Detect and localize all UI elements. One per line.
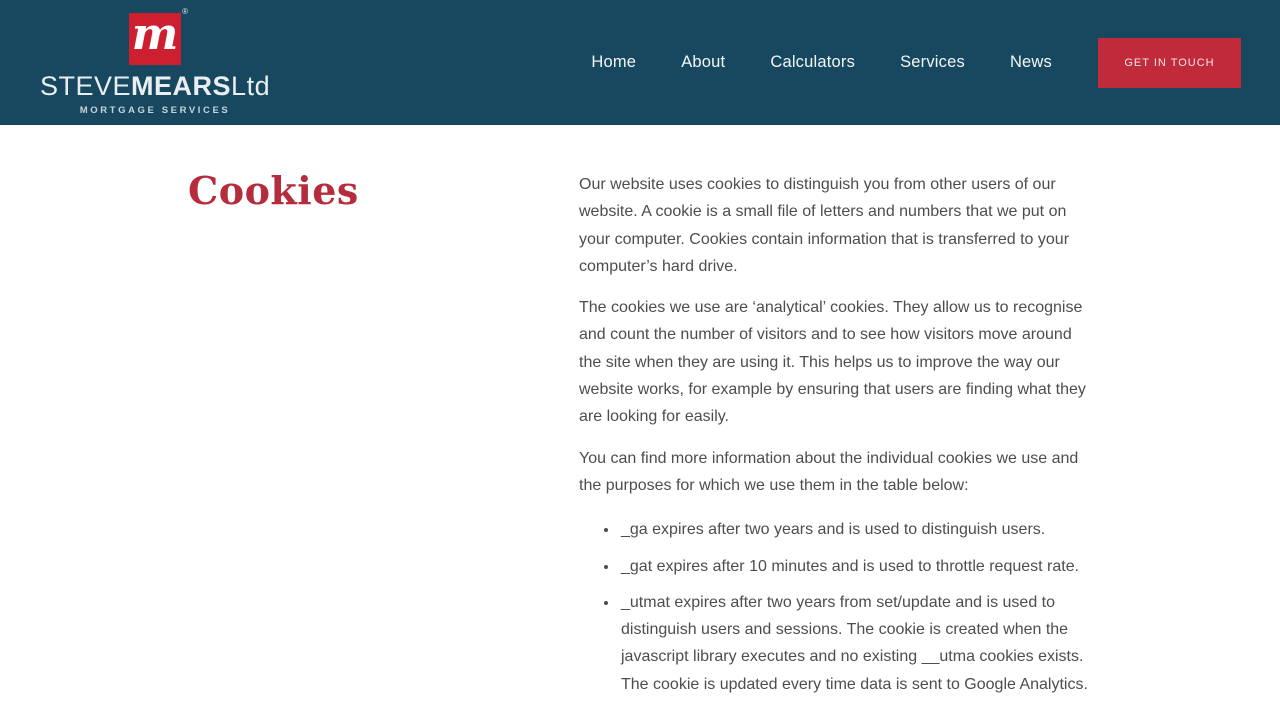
logo-wordmark-ltd: Ltd: [231, 70, 271, 101]
logo-mark-wrap: [129, 6, 189, 65]
header-right: [591, 38, 1241, 88]
nav-link-news[interactable]: News: [1009, 53, 1052, 71]
list-item-gat: • _gat expires after 10 minutes and is used to throttle request rate.: [619, 553, 1094, 580]
paragraph-analytical-cookies: The cookies we use are ‘analytical’ cookies. They allow us to recognise and count the number of visitors and to see how visitors move around the site when they are using it. This helps us to improve the way our website works, for example by ensuring that users are finding what they are looking for easily.: [579, 299, 1086, 426]
site-logo[interactable]: [40, 6, 271, 116]
site-header: [0, 0, 1280, 125]
page-main: [0, 125, 1280, 698]
paragraph-more-information: You can find more information about the individual cookies we use and the purposes for which we use them in the table below:: [579, 449, 1079, 494]
cookie-list: [579, 516, 1094, 698]
logo-m-letter: m: [131, 8, 179, 60]
list-item-utmat: • _utmat expires after two years from set/update and is used to distinguish users and sessions. The cookie is created when the javascript library executes and no existing __utma cookies exists. The cookie is updated every time data is sent to Google Analytics.: [619, 589, 1094, 698]
main-nav: [591, 53, 1052, 72]
registered-trademark-icon: ®: [182, 6, 189, 16]
content-column: [579, 125, 1094, 698]
logo-m-icon: [129, 8, 181, 65]
nav-link-services[interactable]: Services: [900, 53, 965, 71]
logo-wordmark-steve: STEVE: [40, 70, 132, 101]
page-title: Cookies: [188, 168, 359, 213]
nav-link-home[interactable]: Home: [591, 53, 637, 71]
logo-wordmark-mears: MEARS: [131, 70, 232, 101]
nav-link-about[interactable]: About: [681, 53, 726, 71]
nav-link-calculators[interactable]: Calculators: [770, 53, 856, 71]
paragraph-cookies-intro: Our website uses cookies to distinguish you from other users of our website. A cookie is a small file of letters and numbers that we put on your computer. Cookies contain information that is transferred to your computer’s hard drive.: [579, 176, 1070, 275]
logo-tagline: MORTGAGE SERVICES: [79, 104, 231, 116]
list-item-ga: • _ga expires after two years and is used to distinguish users.: [619, 516, 1094, 543]
logo-wordmark: [40, 70, 271, 101]
get-in-touch-button[interactable]: GET IN TOUCH: [1098, 38, 1241, 88]
